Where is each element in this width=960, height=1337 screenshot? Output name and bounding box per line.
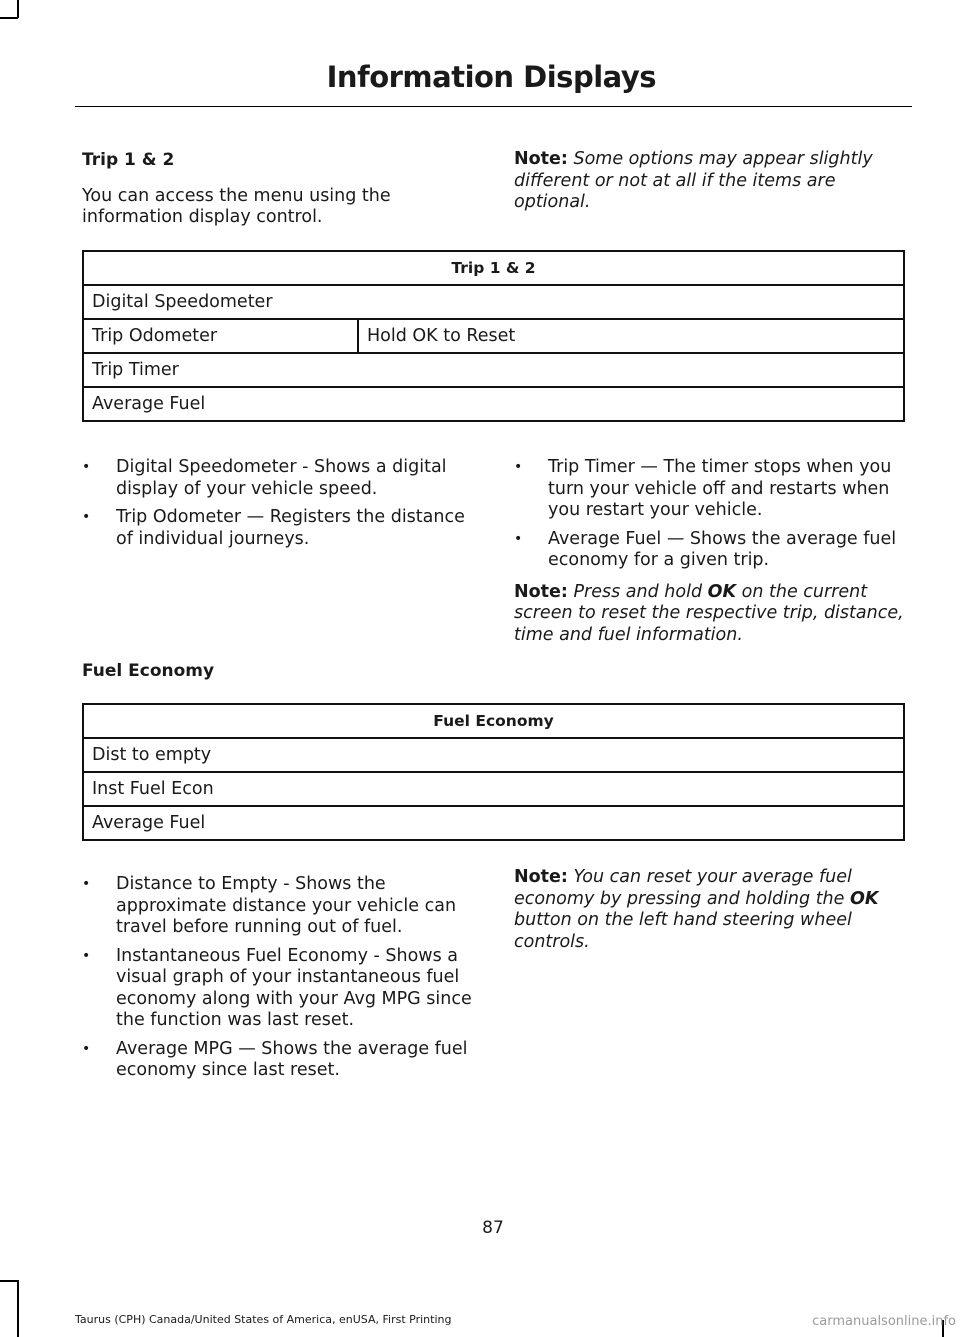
- trip-intro-text: You can access the menu using the information display control.: [82, 185, 391, 227]
- list-item: • Trip Odometer — Registers the distance of individual journeys.: [82, 507, 474, 550]
- table-cell: Digital Speedometer: [83, 285, 904, 319]
- footer-text: Taurus (CPH) Canada/United States of America, enUSA, First Printing: [75, 1313, 452, 1326]
- list-item: • Instantaneous Fuel Economy - Shows a visual graph of your instantaneous fuel economy along with your Avg MPG since the function was last reset.: [82, 946, 476, 1032]
- table-cell: Hold OK to Reset: [358, 319, 904, 353]
- table-cell: Dist to empty: [83, 738, 904, 772]
- list-item: • Distance to Empty - Shows the approximate distance your vehicle can travel before running out of fuel.: [82, 874, 476, 939]
- header-divider: [75, 106, 912, 107]
- section-heading-fuel: Fuel Economy: [82, 661, 215, 681]
- note-text: button on the left hand steering wheel controls.: [514, 910, 852, 952]
- fuel-table: [82, 703, 905, 841]
- note-text: Press and hold: [573, 581, 703, 602]
- table-cell: Average Fuel: [83, 806, 904, 840]
- note-text: Some options may appear slightly different or not at all if the items are optional.: [514, 149, 873, 212]
- fuel-bullets: [82, 874, 476, 1089]
- trip-table: [82, 250, 905, 422]
- ok-keyword: OK: [707, 581, 737, 602]
- section-heading-trip: Trip 1 & 2: [82, 150, 175, 170]
- trip-bullets-left: [82, 457, 474, 557]
- trip-note-2: [514, 582, 908, 647]
- trip-note: [514, 149, 906, 214]
- crop-mark: [0, 17, 18, 19]
- table-cell: Trip Timer: [83, 353, 904, 387]
- crop-mark: [0, 1280, 18, 1282]
- page-number: 87: [482, 1218, 504, 1238]
- note-label: Note:: [514, 149, 568, 169]
- page-title: Information Displays: [326, 60, 656, 94]
- fuel-note: [514, 867, 906, 953]
- table-cell: Inst Fuel Econ: [83, 772, 904, 806]
- table-title: Fuel Economy: [83, 704, 904, 738]
- note-text: You can reset your average fuel economy by pressing and holding the: [514, 867, 852, 909]
- trip-intro-block: [82, 150, 472, 229]
- trip-bullets-right: [514, 457, 908, 646]
- list-item: • Average Fuel — Shows the average fuel economy for a given trip.: [514, 529, 908, 572]
- crop-mark: [17, 1280, 19, 1337]
- crop-mark: [17, 0, 19, 18]
- note-label: Note:: [514, 581, 568, 602]
- table-cell: Trip Odometer: [83, 319, 358, 353]
- note-text: on the current screen to reset the respective trip, distance, time and fuel information.: [514, 581, 904, 645]
- list-item: • Average MPG — Shows the average fuel economy since last reset.: [82, 1039, 476, 1082]
- note-label: Note:: [514, 867, 568, 887]
- watermark: carmanualsonline.info: [812, 1314, 956, 1329]
- table-title: Trip 1 & 2: [83, 251, 904, 285]
- table-cell: Average Fuel: [83, 387, 904, 421]
- list-item: • Trip Timer — The timer stops when you turn your vehicle off and restarts when you restart your vehicle.: [514, 457, 908, 522]
- list-item: • Digital Speedometer - Shows a digital display of your vehicle speed.: [82, 457, 474, 500]
- ok-keyword: OK: [850, 888, 879, 909]
